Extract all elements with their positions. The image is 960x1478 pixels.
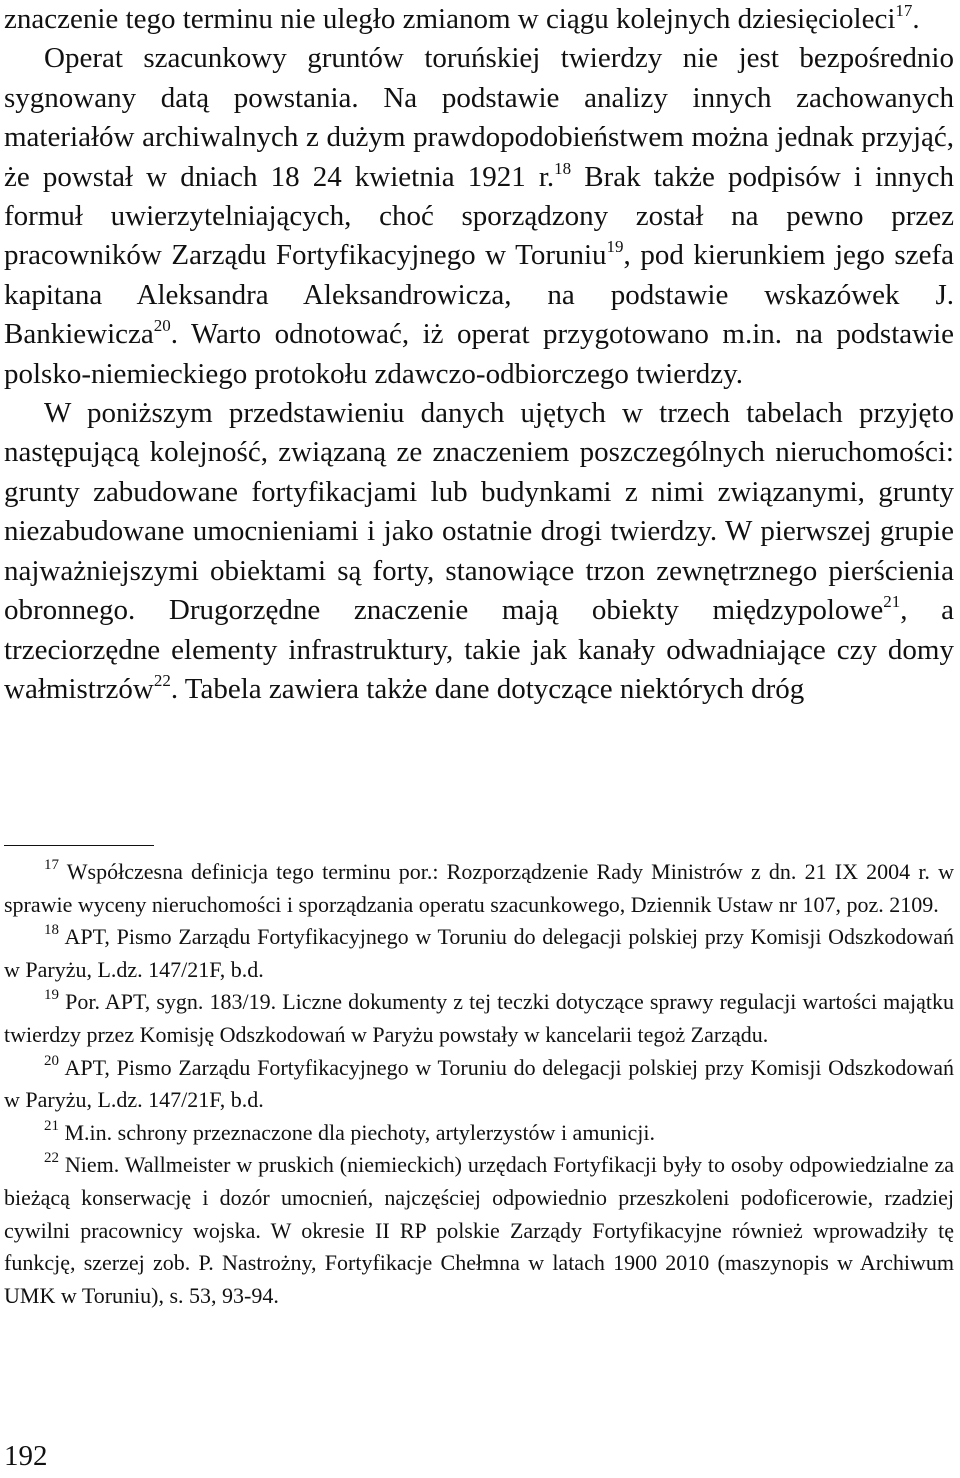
footnote-20: $^{20}$ APT, Pismo Zarządu Fortyfikacyjnego w Toruniu do delegacji polskiej przy Komisji Odszkodowań w Paryżu, L.dz. 147/21F, b.d.: [4, 1052, 954, 1113]
footnote-ref-17[interactable]: 17: [895, 1, 913, 20]
footnote-19: $^{19}$ Por. APT, sygn. 183/19. Liczne dokumenty z tej teczki dotyczące sprawy regulacji wartości majątku twierdzy przez Komisję Odszkodowań w Paryżu powstały w kancelarii tegoż Zarządu.: [4, 987, 954, 1047]
paragraph-3: W poniższym przedstawieniu danych ujętych w trzech tabelach przyjęto następującą kolejność, związaną ze znaczeniem poszczególnych nieruchomości: grunty zabudowane fortyfikacjami lub budynkami z nimi związanymi, grunty niezabudowane umocnieniami i jako ostatnie drogi twierdzy. W pierwszej grupie najważniejszymi obiektami są forty, stanowiące trzon zewnętrznego pierścienia obronnego. Drugorzędne znaczenie mają obiekty międzypolowe$^{21}$, a trzeciorzędne elementy infrastruktury, takie jak kanały odwadniające czy domy wałmistrzów$^{22}$. Tabela zawiera także dane dotyczące niektórych dróg: [4, 397, 954, 705]
footnote-ref-18[interactable]: 18: [554, 158, 572, 178]
main-text: [4, 0, 954, 709]
footnote-21: $^{21}$ M.in. schrony przeznaczone dla piechoty, artylerzystów i amunicji.: [44, 1117, 656, 1145]
paragraph-2: Operat szacunkowy gruntów toruńskiej twierdzy nie jest bezpośrednio sygnowany datą powstania. Na podstawie analizy innych zachowanych materiałów archiwalnych z dużym prawdopodobieństwem można jednak przyjąć, że powstał w dniach 18 24 kwietnia 1921 r.$^{18}$ Brak także podpisów i innych formuł uwierzytelniających, choć sporządzony został na pewno przez pracowników Zarządu Fortyfikacyjnego w Toruniu$^{19}$, pod kierunkiem jego szefa kapitana Aleksandra Aleksandrowicza, na podstawie wskazówek J. Bankiewicza$^{20}$. Warto odnotować, iż operat przygotowano m.in. na podstawie polsko-niemieckiego protokołu zdawczo-odbiorczego twierdzy.: [4, 42, 954, 390]
footnote-ref-22[interactable]: 22: [153, 670, 171, 690]
footnote-17: $^{17}$ Współczesna definicja tego terminu por.: Rozporządzenie Rady Ministrów z dn. 21 IX 2004 r. w sprawie wyceny nieruchomości i sporządzania operatu szacunkowego, Dziennik Ustaw nr 107, poz. 2109.: [4, 857, 954, 917]
footnote-22: $^{22}$ Niem. Wallmeister w pruskich (niemieckich) urzędach Fortyfikacji były to osoby odpowiedzialne za bieżącą konserwację i dozór umocnień, najczęściej odpowiednio przeszkoleni podoficerowie, rzadziej cywilni pracownicy wojska. W okresie II RP polskie Zarządy Fortyfikacyjne również wprowadziły tę funkcję, szerzej zob. P. Nastrożny, Fortyfikacje Chełmna w latach 1900 2010 (maszynopis w Archiwum UMK w Toruniu), s. 53, 93-94.: [4, 1150, 954, 1308]
paragraph-1: znaczenie tego terminu nie uległo zmianom w ciągu kolejnych dziesięcioleci$^{17}$.: [4, 1, 920, 35]
footnote-ref-19[interactable]: 19: [606, 237, 624, 257]
page-number: 192: [4, 1440, 48, 1472]
footnotes: [4, 856, 954, 1312]
footnote-18: $^{18}$ APT, Pismo Zarządu Fortyfikacyjnego w Toruniu do delegacji polskiej przy Komisji Odszkodowań w Paryżu, L.dz. 147/21F, b.d.: [4, 922, 954, 982]
footnote-ref-20[interactable]: 20: [153, 316, 171, 336]
footnote-ref-21[interactable]: 21: [883, 592, 901, 612]
footnote-separator: [4, 845, 154, 846]
